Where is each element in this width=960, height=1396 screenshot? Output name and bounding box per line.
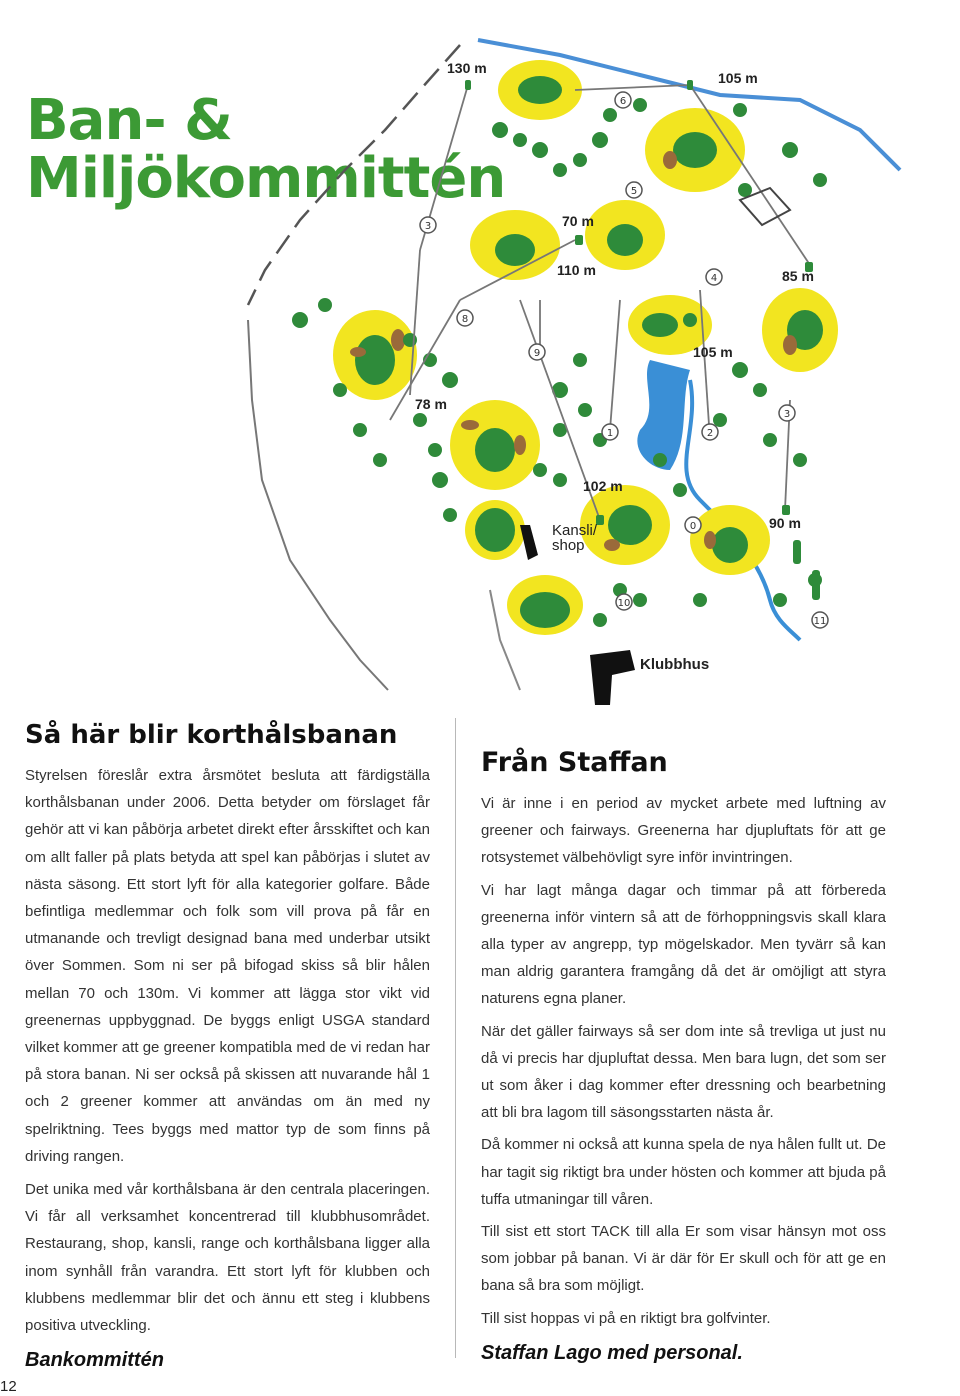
hole-number: 8 <box>461 314 469 325</box>
hole-number: 4 <box>710 273 718 284</box>
article-paragraph: Till sist ett stort TACK till alla Er som visar hänsyn mot oss som jobbar på banan. Vi är där för Er skull och för att ge en bana så bra som möjligt. <box>481 1223 886 1295</box>
hole-number: 10 <box>617 598 631 609</box>
page-number: 12 <box>0 1378 17 1395</box>
hole-number: 3 <box>783 409 791 420</box>
article-paragraph: Det unika med vår korthålsbana är den centrala placeringen. Vi får all verksamhet koncentrerad till klubbhusområdet. Restaurang, shop, kansli, range och korthålsbana ligger alla inom synhåll från varandra. Ett stort lyft för klubben och klubbens medlemmar blir det och ännu ett steg i klubbens positiva utveckling. <box>25 1181 430 1335</box>
hole-number: 1 <box>606 428 614 439</box>
article-paragraph: Då kommer ni också att kunna spela de nya hålen fullt ut. De har tagit sig riktigt bra under hösten och kommer att bjuda på tuffa utmaningar till våren. <box>481 1136 886 1208</box>
article-paragraph: Till sist hoppas vi på en riktigt bra golfvinter. <box>481 1309 771 1327</box>
hole-number: 5 <box>630 186 638 197</box>
boundary-dashed <box>248 45 460 305</box>
kansli-building <box>520 525 538 560</box>
kansli-shop-label: Kansli/ shop <box>552 522 598 554</box>
article-heading: Från Staffan <box>481 747 668 778</box>
distance-label: 78 m <box>415 396 447 412</box>
distance-label: 110 m <box>557 262 596 278</box>
article-paragraph: Vi är inne i en period av mycket arbete med luftning av greener och fairways. Greenerna har djupluftats för att ge rotsystemet välbehövligt syre inför invintringen. <box>481 795 886 867</box>
distance-label: 130 m <box>447 60 487 76</box>
distance-label: 105 m <box>693 344 733 360</box>
distance-label: 102 m <box>583 478 623 494</box>
hole-number: 2 <box>706 428 714 439</box>
hole-number: 11 <box>813 616 827 627</box>
distance-label: 105 m <box>718 70 758 86</box>
article-signature: Bankommittén <box>25 1349 164 1372</box>
klubbhus-building <box>590 650 635 705</box>
course-map <box>230 0 960 725</box>
article-paragraph: Vi har lagt många dagar och timmar på att förbereda greenerna inför vintern så att de förhoppningsvis skall klara alla typer av angrepp, typ mögelskador. Men tyvärr så kan man aldrig garantera framgång då det är omöjligt att styra naturens egna planer. <box>481 881 886 1008</box>
distance-label: 70 m <box>562 213 594 229</box>
distance-label: 90 m <box>769 515 801 531</box>
page-title: Ban- & Miljökommittén <box>26 88 506 211</box>
article-paragraph: När det gäller fairways så ser dom inte så trevliga ut just nu då vi precis har djupluftat dessa. Men bara lugn, det som ser ut som åker i dag kommer efter dressning och bearbetning att bli bra lagom till säsongsstarten nästa år. <box>481 1022 886 1122</box>
hole-number: 0 <box>689 521 697 532</box>
article-paragraph: Styrelsen föreslår extra årsmötet besluta att färdigställa korthålsbanan under 2006. Detta betyder om förslaget får gehör att vi kan påbörja arbetet direkt efter årsskiftet och kan om allt faller på plats betyda att spel kan påbörjas i slutet av nästa säsong. Ett stort lyft för alla kategorier golfare. Både befintliga medlemmar och folk som vill prova på får en utmanande och trevligt designad bana med underbar utsikt över Sommen. Som ni ser på bifogad skiss så blir hålen mellan 70 och 130m. Vi kommer att lägga stor vikt vid greenernas uppbyggnad. De byggs enligt USGA standard vilket kommer att ge greener kompatibla med de vi redan har på stora banan. Ni ser också på skissen att nuvarande hål 1 och 2 greener kommer att användas om än med ny spelriktning. Tees byggs med mattor typ de som finns på driving rangen. <box>25 767 430 1165</box>
hole-number: 3 <box>424 221 432 232</box>
klubbhus-label: Klubbhus <box>640 656 710 673</box>
article-signature: Staffan Lago med personal. <box>481 1341 743 1364</box>
hole-number: 9 <box>533 348 541 359</box>
article-heading: Så här blir korthålsbanan <box>25 720 398 750</box>
hole-number: 6 <box>619 96 627 107</box>
water-pond <box>637 360 690 470</box>
article-korthalsbanan <box>25 718 430 1373</box>
column-divider <box>455 718 456 1358</box>
distance-label: 85 m <box>782 268 814 284</box>
article-fran-staffan <box>481 718 886 1366</box>
